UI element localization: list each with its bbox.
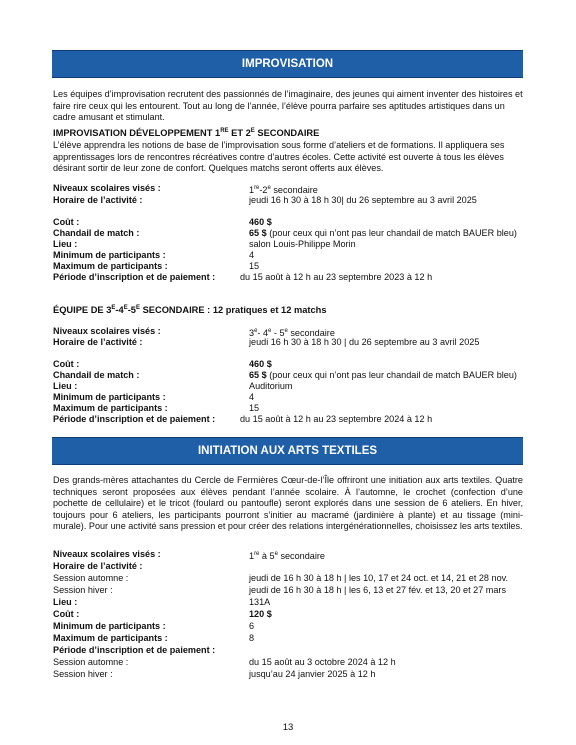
arts-textiles-banner: INITIATION AUX ARTS TEXTILES — [52, 437, 523, 465]
arts-textiles-intro: Des grands-mères attachantes du Cercle de Fermières Cœur-de-l’Île offriront une initiation aux arts textiles. Quatre techniques seront proposées aux élèves pendant l’année scolaire. À l’automne, le crochet (confection d’une pochette de cellulaire) et le tricot (foulard ou pantoufle) seront explorés dans une session de 6 ateliers. En hiver, toujours pour 6 ateliers, les participants pourront s’initier au macramé (jardinière à plante) et au tissage (mini-murale). Pour une activité sans pression et pour créer des relations intergénérationnelles, choisissez les arts textiles. — [53, 475, 523, 531]
improv-equipe-cout: Coût : 460 $ — [53, 359, 272, 369]
improv-equipe-niveaux: Niveaux scolaires visés : 3e- 4e - 5e secondaire — [53, 326, 335, 339]
improv-equipe-chandail: Chandail de match : 65 $ (pour ceux qui n’ont pas leur chandail de match BAUER bleu) — [53, 370, 517, 380]
textiles-session-automne: Session automne : jeudi de 16 h 30 à 18 h | les 10, 17 et 24 oct. et 14, 21 et 28 nov. — [53, 573, 509, 583]
improvisation-banner: IMPROVISATION — [52, 50, 523, 78]
improv-dev-chandail: Chandail de match : 65 $ (pour ceux qui n’ont pas leur chandail de match BAUER bleu) — [53, 228, 517, 238]
improv-equipe-minimum: Minimum de participants : 4 — [53, 392, 255, 402]
page-number: 13 — [282, 722, 294, 733]
improv-dev-horaire: Horaire de l’activité : jeudi 16 h 30 à 18 h 30| du 26 septembre au 3 avril 2025 — [53, 195, 477, 205]
improvisation-intro: Les équipes d’improvisation recrutent des passionnés de l’imaginaire, des jeunes qui aiment inventer des histoires et faire rire ceux qui les entourent. Tout au long de l’année, l’élève pourra parfaire ses aptitudes artistiques dans un cadre amusant et stimulant. — [53, 89, 523, 122]
improv-dev-niveaux: Niveaux scolaires visés : 1re-2e secondaire — [53, 183, 318, 196]
improv-equipe-title: ÉQUIPE DE $3^E-4^E-5^E$ SECONDAIRE : 12 pratiques et 12 matchs — [53, 305, 327, 316]
improv-dev-lieu: Lieu : salon Louis-Philippe Morin — [53, 239, 356, 249]
improv-dev-minimum: Minimum de participants : 4 — [53, 250, 255, 260]
improv-dev-title: IMPROVISATION DÉVELOPPEMENT 1RE ET $2^E$ SECONDAIRE — [53, 128, 320, 139]
improv-equipe-periode: Période d’inscription et de paiement : du 15 août à 12 h au 23 septembre 2024 à 12 h — [53, 414, 433, 424]
textiles-maximum: Maximum de participants : 8 — [53, 633, 255, 643]
textiles-minimum: Minimum de participants : 6 — [53, 621, 255, 631]
improv-dev-description: L’élève apprendra les notions de base de l’improvisation sous forme d’ateliers et de formations. Il appliquera ses apprentissages lors de rencontres récréatives contre d’autres écoles. Cette activité est ouverte à tous les élèves désirant sortir de leur zone de confort. Quelques matchs seront offerts aux élèves. — [53, 140, 505, 173]
improv-equipe-horaire: Horaire de l’activité : jeudi 16 h 30 à 18 h 30 | du 26 septembre au 3 avril 2025 — [53, 337, 480, 347]
improv-equipe-maximum: Maximum de participants : 15 — [53, 403, 260, 413]
improv-equipe-lieu: Lieu : Auditorium — [53, 381, 293, 391]
textiles-periode-hiver: Session hiver : jusqu’au 24 janvier 2025 à 12 h — [53, 669, 376, 679]
textiles-periode-automne: Session automne : du 15 août au 3 octobre 2024 à 12 h — [53, 657, 396, 667]
textiles-session-hiver: Session hiver : jeudi de 16 h 30 à 18 h | les 6, 13 et 27 fév. et 13, 20 et 27 mars — [53, 585, 506, 595]
textiles-niveaux: Niveaux scolaires visés : 1re à 5e secondaire — [53, 549, 325, 562]
improv-dev-periode: Période d’inscription et de paiement : du 15 août à 12 h au 23 septembre 2023 à 12 h — [53, 272, 433, 282]
improv-dev-cout: Coût : 460 $ — [53, 217, 272, 227]
improv-dev-maximum: Maximum de participants : 15 — [53, 261, 260, 271]
textiles-cout: Coût : 120 $ — [53, 609, 272, 619]
textiles-lieu: Lieu : 131A — [53, 597, 271, 607]
textiles-periode: Période d’inscription et de paiement : — [53, 645, 216, 655]
textiles-horaire: Horaire de l’activité : — [53, 561, 143, 571]
